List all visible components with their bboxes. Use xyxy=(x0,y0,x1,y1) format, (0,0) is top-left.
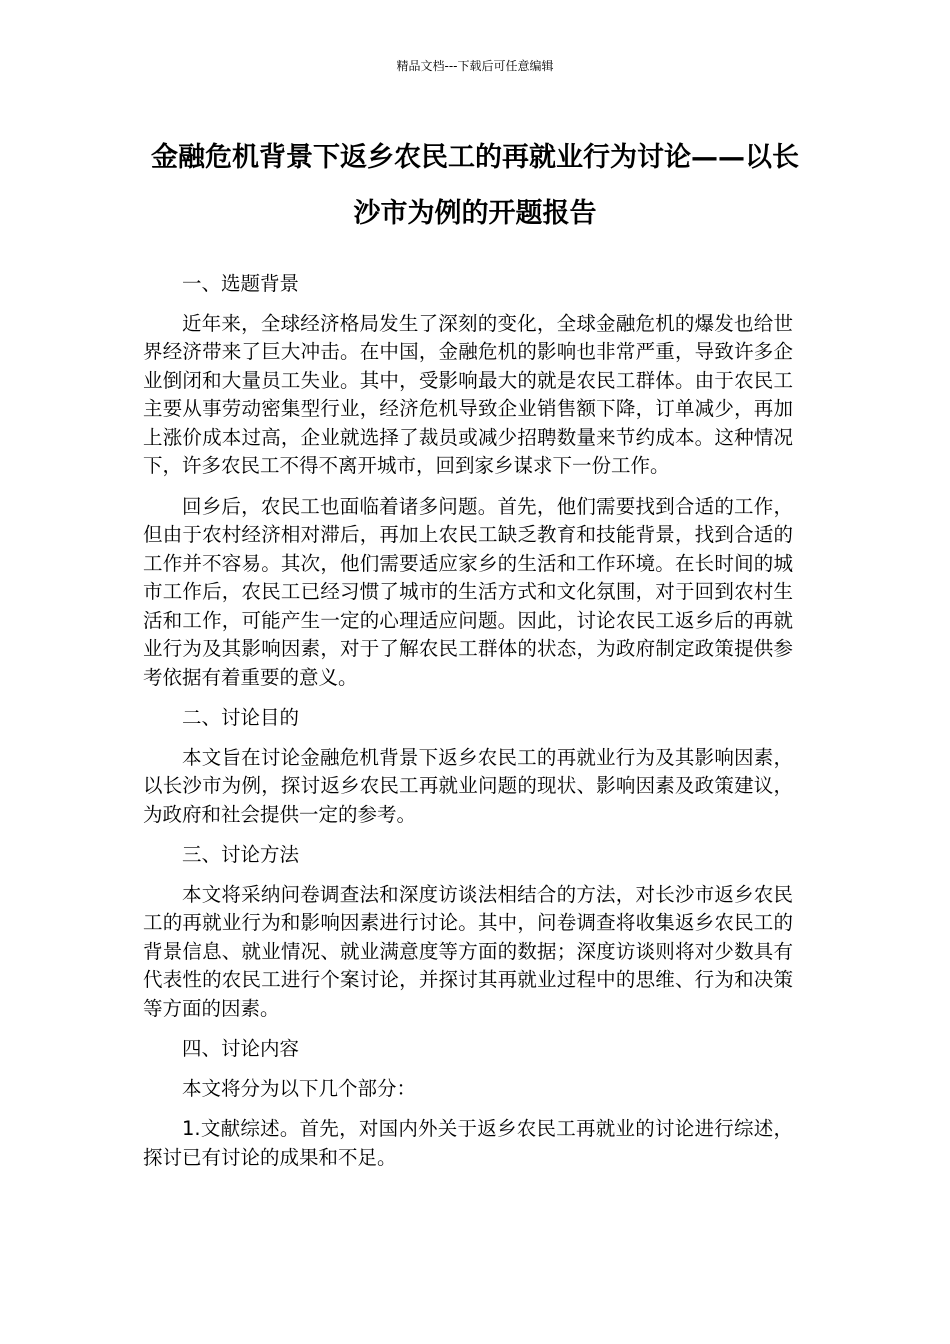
paragraph-purpose: 本文旨在讨论金融危机背景下返乡农民工的再就业行为及其影响因素，以长沙市为例，探讨返乡农民工再就业问题的现状、影响因素及政策建议，为政府和社会提供一定的参考。 xyxy=(143,745,793,826)
section-heading-method: 三、讨论方法 xyxy=(182,843,300,866)
paragraph-method: 本文将采纳问卷调查法和深度访谈法相结合的方法，对长沙市返乡农民工的再就业行为和影响因素进行讨论。其中，问卷调查将收集返乡农民工的背景信息、就业情况、就业满意度等方面的数据；深度访谈则将对少数具有代表性的农民工进行个案讨论，并探讨其再就业过程中的思维、行为和决策等方面的因素。 xyxy=(143,882,793,1020)
paragraph-content-item-1: 1.文献综述。首先，对国内外关于返乡农民工再就业的讨论进行综述，探讨已有讨论的成果和不足。 xyxy=(143,1117,793,1169)
paragraph-content-intro: 本文将分为以下几个部分： xyxy=(182,1076,417,1100)
header-note: 精品文档---下载后可任意编辑 xyxy=(396,59,554,73)
document-body xyxy=(143,270,793,1184)
section-heading-purpose: 二、讨论目的 xyxy=(182,706,300,729)
document-title: 金融危机背景下返乡农民工的再就业行为讨论——以长沙市为例的开题报告 xyxy=(151,142,799,229)
paragraph-background-2: 回乡后，农民工也面临着诸多问题。首先，他们需要找到合适的工作，但由于农村经济相对滞后，再加上农民工缺乏教育和技能背景，找到合适的工作并不容易。其次，他们需要适应家乡的生活和工作环境。在长时间的城市工作后，农民工已经习惯了城市的生活方式和文化氛围，对于回到农村生活和工作，可能产生一定的心理适应问题。因此，讨论农民工返乡后的再就业行为及其影响因素，对于了解农民工群体的状态，为政府制定政策提供参考依据有着重要的意义。 xyxy=(143,494,793,689)
paragraph-background-1: 近年来，全球经济格局发生了深刻的变化，全球金融危机的爆发也给世界经济带来了巨大冲击。在中国，金融危机的影响也非常严重，导致许多企业倒闭和大量员工失业。其中，受影响最大的就是农民工群体。由于农民工主要从事劳动密集型行业，经济危机导致企业销售额下降，订单减少，再加上涨价成本过高，企业就选择了裁员或减少招聘数量来节约成本。这种情况下，许多农民工不得不离开城市，回到家乡谋求下一份工作。 xyxy=(143,311,793,477)
section-heading-content: 四、讨论内容 xyxy=(182,1037,300,1060)
section-heading-background: 一、选题背景 xyxy=(182,272,300,295)
